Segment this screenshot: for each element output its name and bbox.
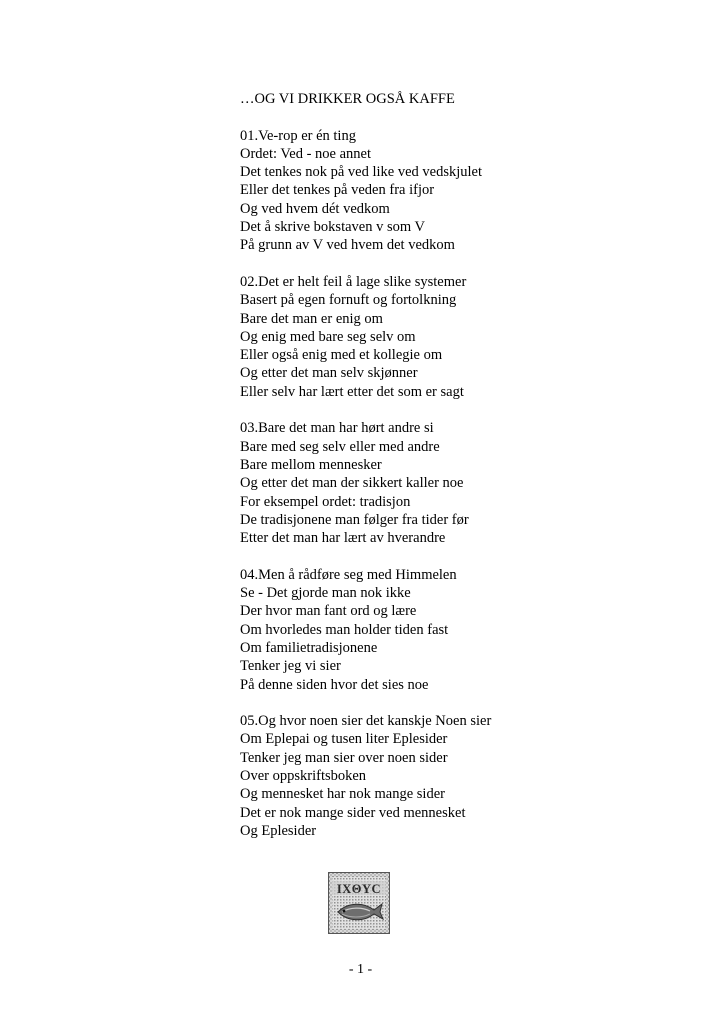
ichthys-emblem xyxy=(328,872,390,934)
poem-line: For eksempel ordet: tradisjon xyxy=(240,493,411,510)
poem-text-block xyxy=(240,90,680,858)
poem-line: 02.Det er helt feil å lage slike systemer xyxy=(240,273,467,290)
poem-line: Om Eplepai og tusen liter Eplesider xyxy=(240,731,448,748)
poem-stanza xyxy=(240,566,680,694)
poem-line: Og etter det man selv skjønner xyxy=(240,365,418,382)
poem-line: Og Eplesider xyxy=(240,822,317,839)
poem-line: Og etter det man der sikkert kaller noe xyxy=(240,475,464,492)
poem-line: 05.Og hvor noen sier det kanskje Noen sier xyxy=(240,713,492,730)
poem-line: Eller det tenkes på veden fra ifjor xyxy=(240,182,435,199)
poem-line: Eller selv har lært etter det som er sagt xyxy=(240,383,464,400)
poem-line: Der hvor man fant ord og lære xyxy=(240,603,417,620)
poem-stanzas xyxy=(240,127,680,841)
poem-line: Etter det man har lært av hverandre xyxy=(240,530,446,547)
poem-line: Eller også enig med et kollegie om xyxy=(240,347,443,364)
poem-stanza xyxy=(240,127,680,255)
poem-line: Bare det man er enig om xyxy=(240,310,383,327)
poem-line: Bare mellom mennesker xyxy=(240,456,382,473)
poem-stanza xyxy=(240,712,680,840)
poem-line: Om hvorledes man holder tiden fast xyxy=(240,621,449,638)
poem-line: Tenker jeg vi sier xyxy=(240,658,341,675)
poem-line: De tradisjonene man følger fra tider før xyxy=(240,511,469,528)
emblem-lettering: IXΘYC xyxy=(336,882,382,896)
poem-line: Det er nok mange sider ved mennesket xyxy=(240,804,466,821)
poem-line: Se - Det gjorde man nok ikke xyxy=(240,585,411,602)
poem-stanza xyxy=(240,273,680,401)
poem-line: Basert på egen fornuft og fortolkning xyxy=(240,292,457,309)
ichthys-fish-emblem-icon xyxy=(328,872,390,934)
poem-title: …OG VI DRIKKER OGSÅ KAFFE xyxy=(240,91,455,107)
poem-line: På denne siden hvor det sies noe xyxy=(240,676,429,693)
poem-line: 01.Ve-rop er én ting xyxy=(240,127,356,144)
poem-line: Det tenkes nok på ved like ved vedskjulet xyxy=(240,164,483,181)
poem-line: Og enig med bare seg selv om xyxy=(240,328,416,345)
poem-stanza xyxy=(240,419,680,547)
poem-line: På grunn av V ved hvem det vedkom xyxy=(240,237,455,254)
page-number: - 1 - xyxy=(348,962,373,977)
poem-line: Bare med seg selv eller med andre xyxy=(240,438,440,455)
poem-line: 04.Men å rådføre seg med Himmelen xyxy=(240,566,457,583)
poem-line: Tenker jeg man sier over noen sider xyxy=(240,749,448,766)
poem-line: 03.Bare det man har hørt andre si xyxy=(240,420,434,437)
poem-line: Om familietradisjonene xyxy=(240,639,378,656)
poem-line: Og ved hvem dét vedkom xyxy=(240,200,390,217)
poem-line: Ordet: Ved - noe annet xyxy=(240,145,371,162)
poem-line: Det å skrive bokstaven v som V xyxy=(240,219,425,236)
poem-line: Over oppskriftsboken xyxy=(240,767,367,784)
poem-line: Og mennesket har nok mange sider xyxy=(240,786,445,803)
